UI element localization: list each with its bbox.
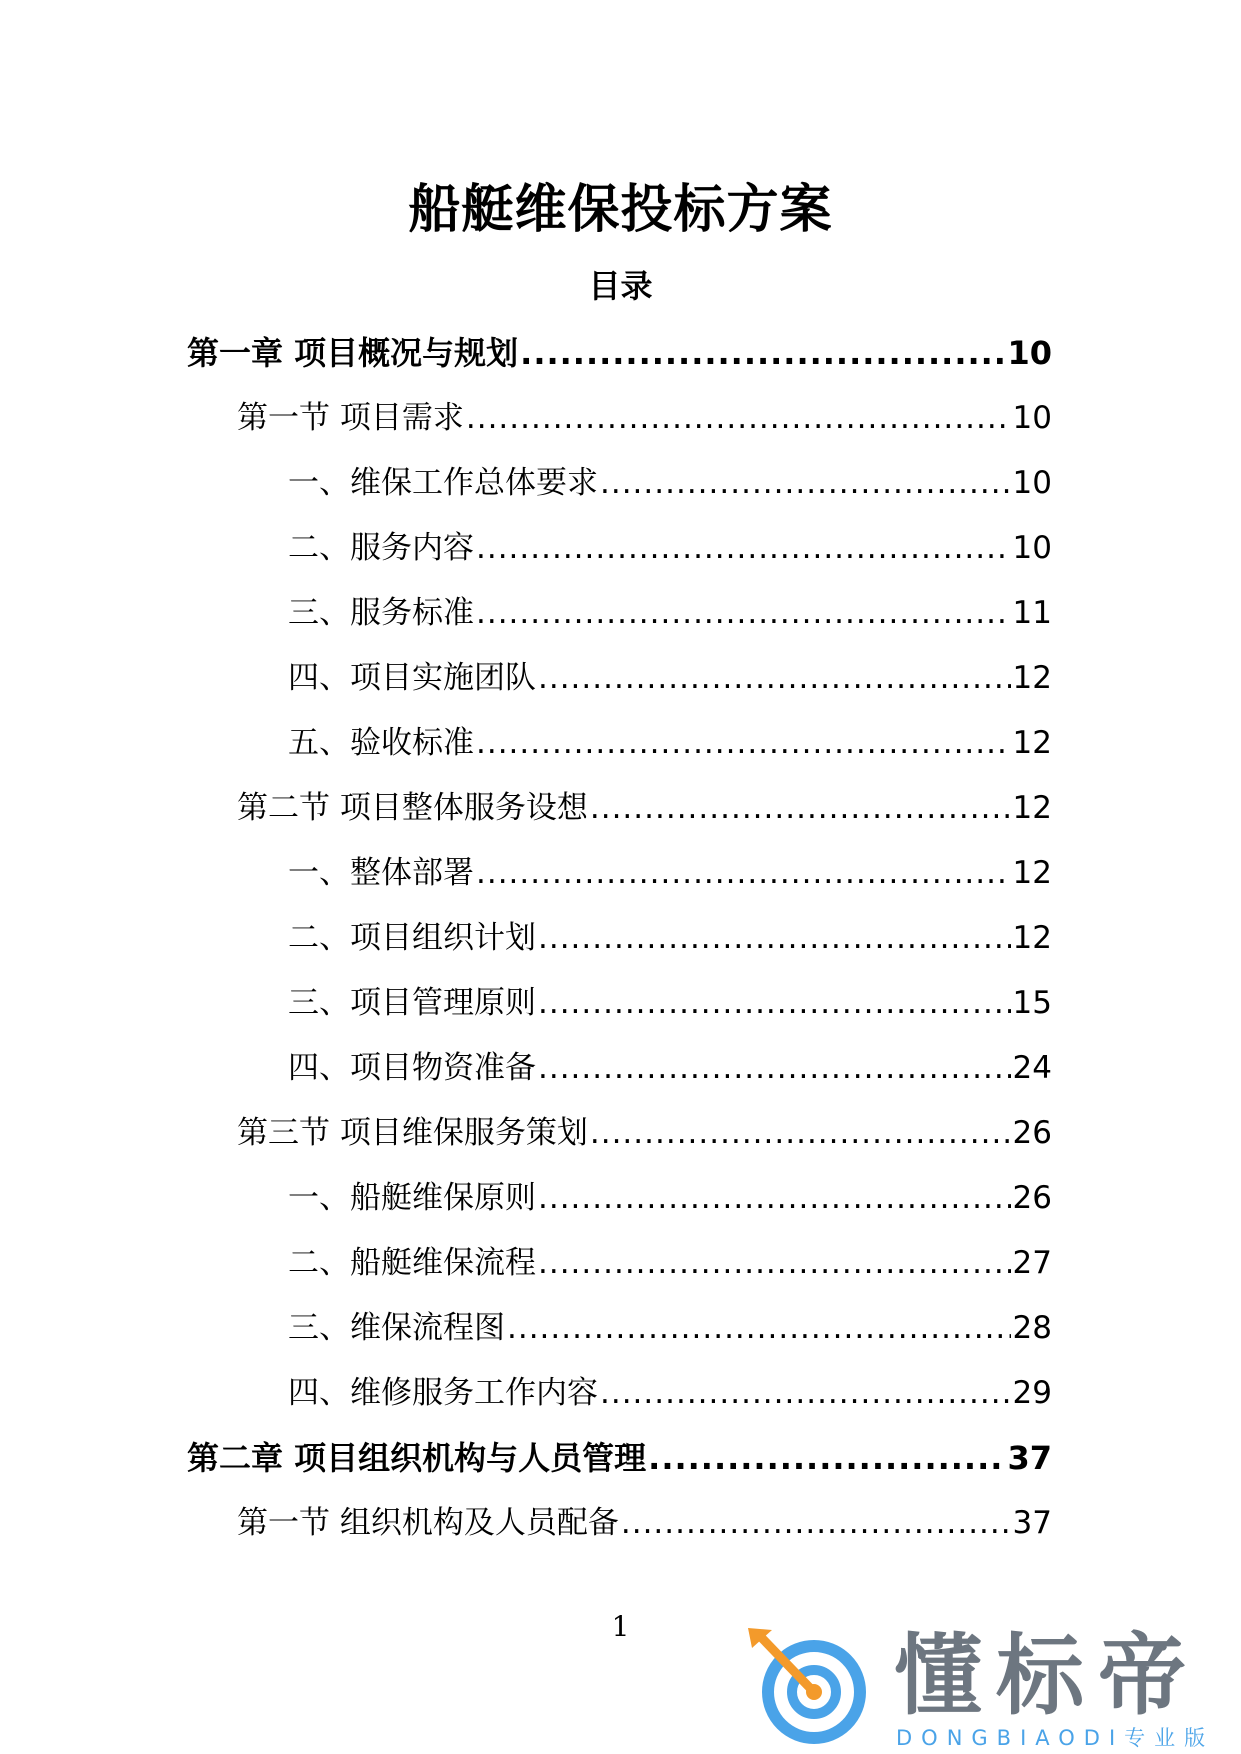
- toc-entry-page: 15: [1012, 985, 1052, 1021]
- toc-entry-label: 四、项目物资准备: [288, 1050, 536, 1086]
- toc-entry-page: 12: [1012, 790, 1052, 826]
- watermark-subtitle: DONGBIAODI专业版: [896, 1726, 1215, 1750]
- toc-entry-label: 一、整体部署: [288, 855, 474, 891]
- toc-dot-leader: [538, 1176, 1011, 1220]
- toc-dot-leader: [476, 721, 1011, 765]
- toc-entry-section[interactable]: [187, 396, 1052, 461]
- toc-entry-item[interactable]: [187, 526, 1052, 591]
- toc-entry-page: 10: [1007, 334, 1052, 372]
- toc-entry-chapter[interactable]: [187, 331, 1052, 396]
- toc-entry-page: 11: [1012, 595, 1052, 631]
- table-of-contents: [187, 331, 1052, 1566]
- toc-entry-label: 二、服务内容: [288, 530, 474, 566]
- toc-dot-leader: [621, 1501, 1011, 1545]
- toc-entry-label: 第一章 项目概况与规划: [187, 334, 519, 372]
- toc-entry-item[interactable]: [187, 1176, 1052, 1241]
- toc-dot-leader: [538, 981, 1011, 1025]
- toc-entry-item[interactable]: [187, 461, 1052, 526]
- toc-entry-label: 四、项目实施团队: [288, 660, 536, 696]
- toc-dot-leader: [538, 1046, 1011, 1090]
- toc-entry-page: 10: [1012, 530, 1052, 566]
- toc-entry-item[interactable]: [187, 916, 1052, 981]
- toc-entry-label: 一、维保工作总体要求: [288, 465, 598, 501]
- toc-entry-item[interactable]: [187, 981, 1052, 1046]
- toc-dot-leader: [648, 1436, 1005, 1480]
- toc-entry-label: 一、船艇维保原则: [288, 1180, 536, 1216]
- toc-dot-leader: [600, 1371, 1011, 1415]
- toc-heading: 目录: [588, 267, 653, 305]
- toc-entry-page: 27: [1012, 1245, 1052, 1281]
- toc-entry-page: 24: [1012, 1050, 1052, 1086]
- toc-dot-leader: [538, 916, 1011, 960]
- toc-entry-page: 10: [1012, 400, 1052, 436]
- toc-entry-page: 10: [1012, 465, 1052, 501]
- toc-dot-leader: [476, 526, 1011, 570]
- toc-dot-leader: [538, 1241, 1011, 1285]
- toc-dot-leader: [466, 396, 1011, 440]
- watermark: [744, 1626, 1234, 1750]
- toc-entry-label: 五、验收标准: [288, 725, 474, 761]
- toc-entry-page: 26: [1012, 1115, 1052, 1151]
- toc-entry-item[interactable]: [187, 851, 1052, 916]
- document-title: 船艇维保投标方案: [408, 180, 833, 240]
- toc-entry-label: 第二章 项目组织机构与人员管理: [187, 1439, 647, 1477]
- toc-dot-leader: [538, 656, 1011, 700]
- toc-entry-item[interactable]: [187, 1046, 1052, 1111]
- toc-entry-item[interactable]: [187, 656, 1052, 721]
- toc-dot-leader: [590, 1111, 1011, 1155]
- toc-dot-leader: [507, 1306, 1011, 1350]
- toc-entry-label: 三、维保流程图: [288, 1310, 505, 1346]
- toc-entry-page: 37: [1012, 1505, 1052, 1541]
- toc-dot-leader: [600, 461, 1011, 505]
- page-number: 1: [611, 1610, 630, 1643]
- toc-entry-page: 12: [1012, 725, 1052, 761]
- toc-entry-label: 三、服务标准: [288, 595, 474, 631]
- toc-entry-label: 二、项目组织计划: [288, 920, 536, 956]
- toc-entry-page: 12: [1012, 660, 1052, 696]
- toc-entry-item[interactable]: [187, 1306, 1052, 1371]
- toc-entry-label: 第一节 项目需求: [237, 400, 464, 436]
- toc-entry-page: 37: [1007, 1439, 1052, 1477]
- toc-entry-item[interactable]: [187, 721, 1052, 786]
- toc-entry-section[interactable]: [187, 1111, 1052, 1176]
- toc-entry-page: 12: [1012, 855, 1052, 891]
- toc-dot-leader: [476, 591, 1011, 635]
- toc-entry-page: 28: [1012, 1310, 1052, 1346]
- toc-entry-label: 第三节 项目维保服务策划: [237, 1115, 588, 1151]
- toc-entry-page: 12: [1012, 920, 1052, 956]
- toc-entry-label: 四、维修服务工作内容: [288, 1375, 598, 1411]
- toc-entry-section[interactable]: [187, 1501, 1052, 1566]
- toc-entry-item[interactable]: [187, 1241, 1052, 1306]
- toc-entry-page: 29: [1012, 1375, 1052, 1411]
- toc-entry-section[interactable]: [187, 786, 1052, 851]
- target-arrow-icon: [744, 1626, 874, 1750]
- toc-entry-label: 第一节 组织机构及人员配备: [237, 1505, 619, 1541]
- toc-entry-item[interactable]: [187, 591, 1052, 656]
- toc-entry-label: 二、船艇维保流程: [288, 1245, 536, 1281]
- toc-entry-label: 三、项目管理原则: [288, 985, 536, 1021]
- toc-dot-leader: [476, 851, 1011, 895]
- watermark-brand: 懂标帝: [894, 1624, 1201, 1727]
- toc-entry-chapter[interactable]: [187, 1436, 1052, 1501]
- toc-dot-leader: [590, 786, 1011, 830]
- toc-entry-item[interactable]: [187, 1371, 1052, 1436]
- toc-entry-page: 26: [1012, 1180, 1052, 1216]
- toc-entry-label: 第二节 项目整体服务设想: [237, 790, 588, 826]
- toc-dot-leader: [520, 331, 1005, 375]
